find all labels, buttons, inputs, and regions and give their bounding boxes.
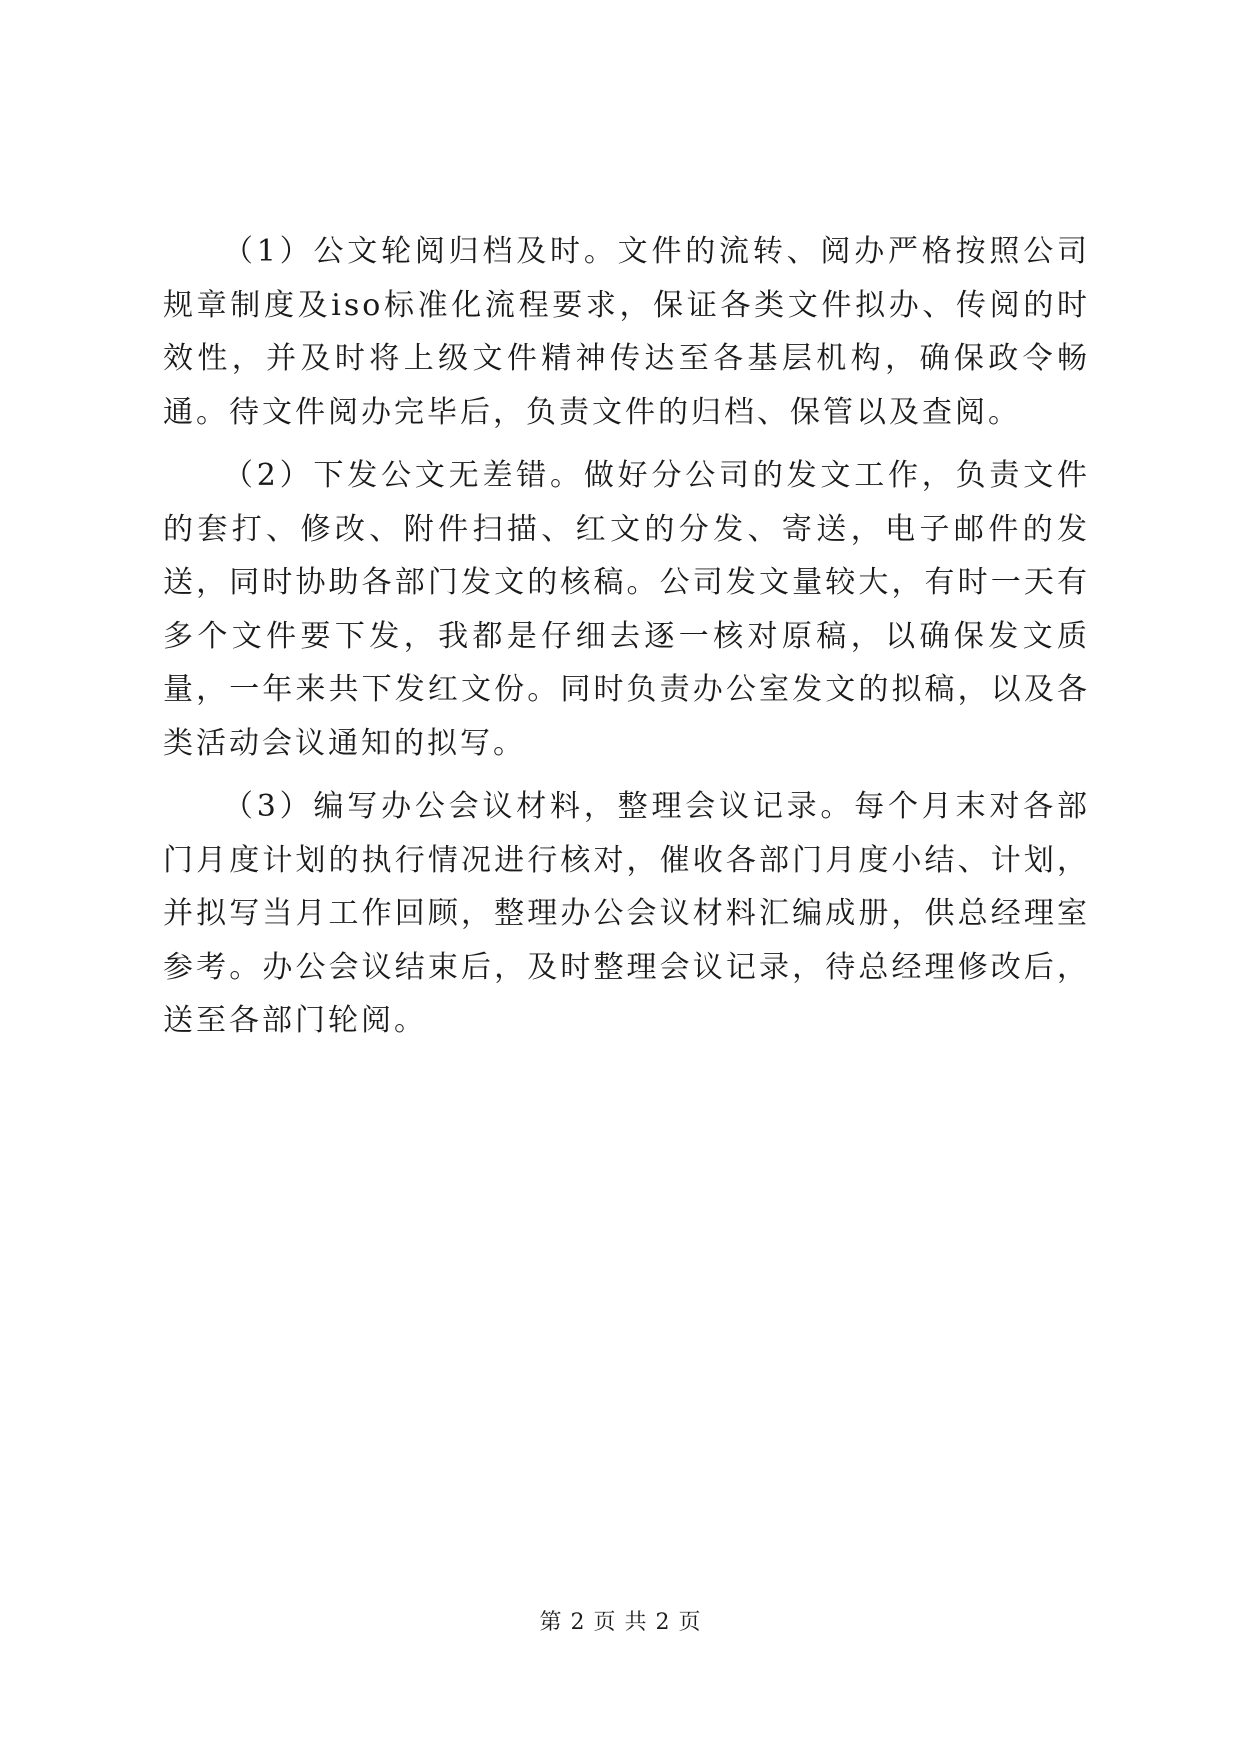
paragraph-2: （2）下发公文无差错。做好分公司的发文工作，负责文件的套打、修改、附件扫描、红文的分发、寄送，电子邮件的发送，同时协助各部门发文的核稿。公司发文量较大，有时一天有多个文件要下发，我都是仔细去逐一核对原稿，以确保发文质量，一年来共下发红文份。同时负责办公室发文的拟稿，以及各类活动会议通知的拟写。 [163,458,1090,761]
paragraph-3: （3）编写办公会议材料，整理会议记录。每个月末对各部门月度计划的执行情况进行核对，催收各部门月度小结、计划，并拟写当月工作回顾，整理办公会议材料汇编成册，供总经理室参考。办公会议结束后，及时整理会议记录，待总经理修改后，送至各部门轮阅。 [163,789,1090,1038]
page-footer: 第 2 页 共 2 页 [539,1610,702,1635]
document-body [163,225,1090,1058]
paragraph-1: （1）公文轮阅归档及时。文件的流转、阅办严格按照公司规章制度及iso标准化流程要求，保证各类文件拟办、传阅的时效性，并及时将上级文件精神传达至各基层机构，确保政令畅通。待文件阅办完毕后，负责文件的归档、保管以及查阅。 [163,234,1090,430]
